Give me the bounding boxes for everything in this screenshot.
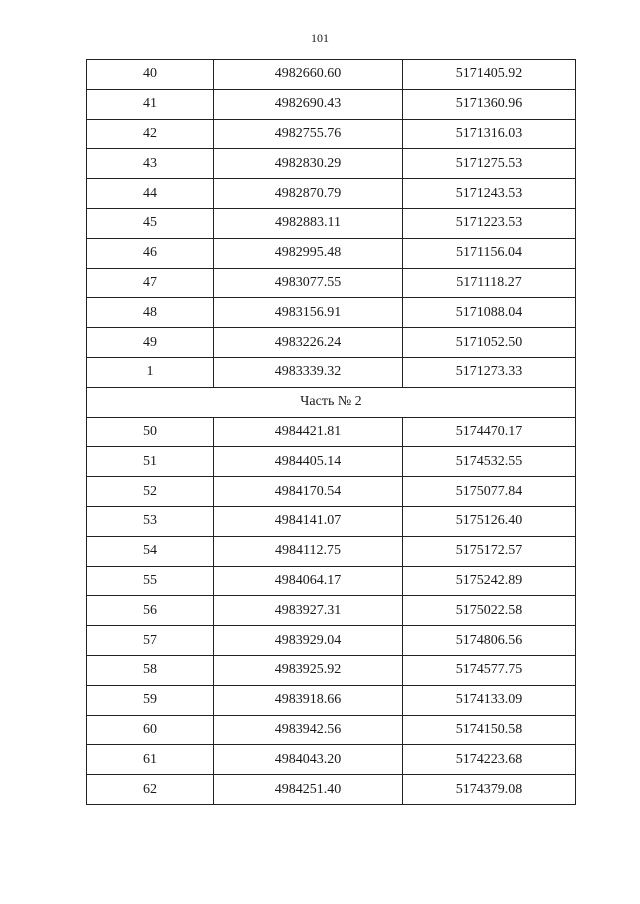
y-coordinate-cell: 5175077.84 [403,477,576,507]
point-number-cell: 60 [87,715,214,745]
point-number-cell: 49 [87,328,214,358]
y-coordinate-cell: 5171118.27 [403,268,576,298]
table-row [87,775,576,805]
x-coordinate-cell: 4983339.32 [214,357,403,387]
table-row [87,179,576,209]
table-row [87,655,576,685]
x-coordinate-cell: 4982870.79 [214,179,403,209]
point-number-cell: 51 [87,447,214,477]
table-row [87,506,576,536]
y-coordinate-cell: 5175126.40 [403,506,576,536]
y-coordinate-cell: 5174133.09 [403,685,576,715]
table-row [87,149,576,179]
point-number-cell: 43 [87,149,214,179]
y-coordinate-cell: 5175172.57 [403,536,576,566]
table-row [87,745,576,775]
point-number-cell: 50 [87,417,214,447]
x-coordinate-cell: 4984421.81 [214,417,403,447]
y-coordinate-cell: 5175022.58 [403,596,576,626]
point-number-cell: 52 [87,477,214,507]
table-row [87,566,576,596]
x-coordinate-cell: 4984043.20 [214,745,403,775]
x-coordinate-cell: 4983226.24 [214,328,403,358]
y-coordinate-cell: 5174577.75 [403,655,576,685]
y-coordinate-cell: 5174223.68 [403,745,576,775]
y-coordinate-cell: 5171273.33 [403,357,576,387]
y-coordinate-cell: 5175242.89 [403,566,576,596]
point-number-cell: 1 [87,357,214,387]
table-row [87,417,576,447]
x-coordinate-cell: 4984405.14 [214,447,403,477]
x-coordinate-cell: 4982883.11 [214,208,403,238]
y-coordinate-cell: 5171360.96 [403,89,576,119]
x-coordinate-cell: 4983927.31 [214,596,403,626]
table-row [87,119,576,149]
table-row [87,626,576,656]
table-row [87,596,576,626]
section-header-row [87,387,576,417]
table-row [87,536,576,566]
table-row [87,298,576,328]
y-coordinate-cell: 5174806.56 [403,626,576,656]
point-number-cell: 48 [87,298,214,328]
y-coordinate-cell: 5174379.08 [403,775,576,805]
point-number-cell: 58 [87,655,214,685]
point-number-cell: 62 [87,775,214,805]
point-number-cell: 55 [87,566,214,596]
y-coordinate-cell: 5171156.04 [403,238,576,268]
point-number-cell: 41 [87,89,214,119]
point-number-cell: 54 [87,536,214,566]
point-number-cell: 42 [87,119,214,149]
x-coordinate-cell: 4983929.04 [214,626,403,656]
table-row [87,477,576,507]
y-coordinate-cell: 5171405.92 [403,60,576,90]
x-coordinate-cell: 4982690.43 [214,89,403,119]
x-coordinate-cell: 4982995.48 [214,238,403,268]
table-row [87,60,576,90]
point-number-cell: 45 [87,208,214,238]
x-coordinate-cell: 4983925.92 [214,655,403,685]
point-number-cell: 56 [87,596,214,626]
page-number: 101 [311,31,329,45]
x-coordinate-cell: 4984112.75 [214,536,403,566]
y-coordinate-cell: 5174470.17 [403,417,576,447]
y-coordinate-cell: 5174150.58 [403,715,576,745]
y-coordinate-cell: 5171316.03 [403,119,576,149]
point-number-cell: 57 [87,626,214,656]
point-number-cell: 40 [87,60,214,90]
x-coordinate-cell: 4983942.56 [214,715,403,745]
x-coordinate-cell: 4982755.76 [214,119,403,149]
x-coordinate-cell: 4984064.17 [214,566,403,596]
y-coordinate-cell: 5171088.04 [403,298,576,328]
point-number-cell: 44 [87,179,214,209]
y-coordinate-cell: 5171275.53 [403,149,576,179]
x-coordinate-cell: 4983156.91 [214,298,403,328]
y-coordinate-cell: 5171052.50 [403,328,576,358]
y-coordinate-cell: 5171243.53 [403,179,576,209]
table-row [87,238,576,268]
y-coordinate-cell: 5171223.53 [403,208,576,238]
point-number-cell: 59 [87,685,214,715]
section-title: Часть № 2 [87,387,576,417]
x-coordinate-cell: 4984251.40 [214,775,403,805]
y-coordinate-cell: 5174532.55 [403,447,576,477]
point-number-cell: 46 [87,238,214,268]
point-number-cell: 47 [87,268,214,298]
table-row [87,685,576,715]
table-row [87,715,576,745]
point-number-cell: 53 [87,506,214,536]
table-row [87,268,576,298]
table-row [87,447,576,477]
x-coordinate-cell: 4982660.60 [214,60,403,90]
x-coordinate-cell: 4984170.54 [214,477,403,507]
coordinates-table-body [87,60,576,805]
x-coordinate-cell: 4983077.55 [214,268,403,298]
point-number-cell: 61 [87,745,214,775]
coordinates-table [86,59,576,805]
table-row [87,357,576,387]
x-coordinate-cell: 4983918.66 [214,685,403,715]
x-coordinate-cell: 4984141.07 [214,506,403,536]
table-row [87,208,576,238]
table-row [87,89,576,119]
x-coordinate-cell: 4982830.29 [214,149,403,179]
table-row [87,328,576,358]
